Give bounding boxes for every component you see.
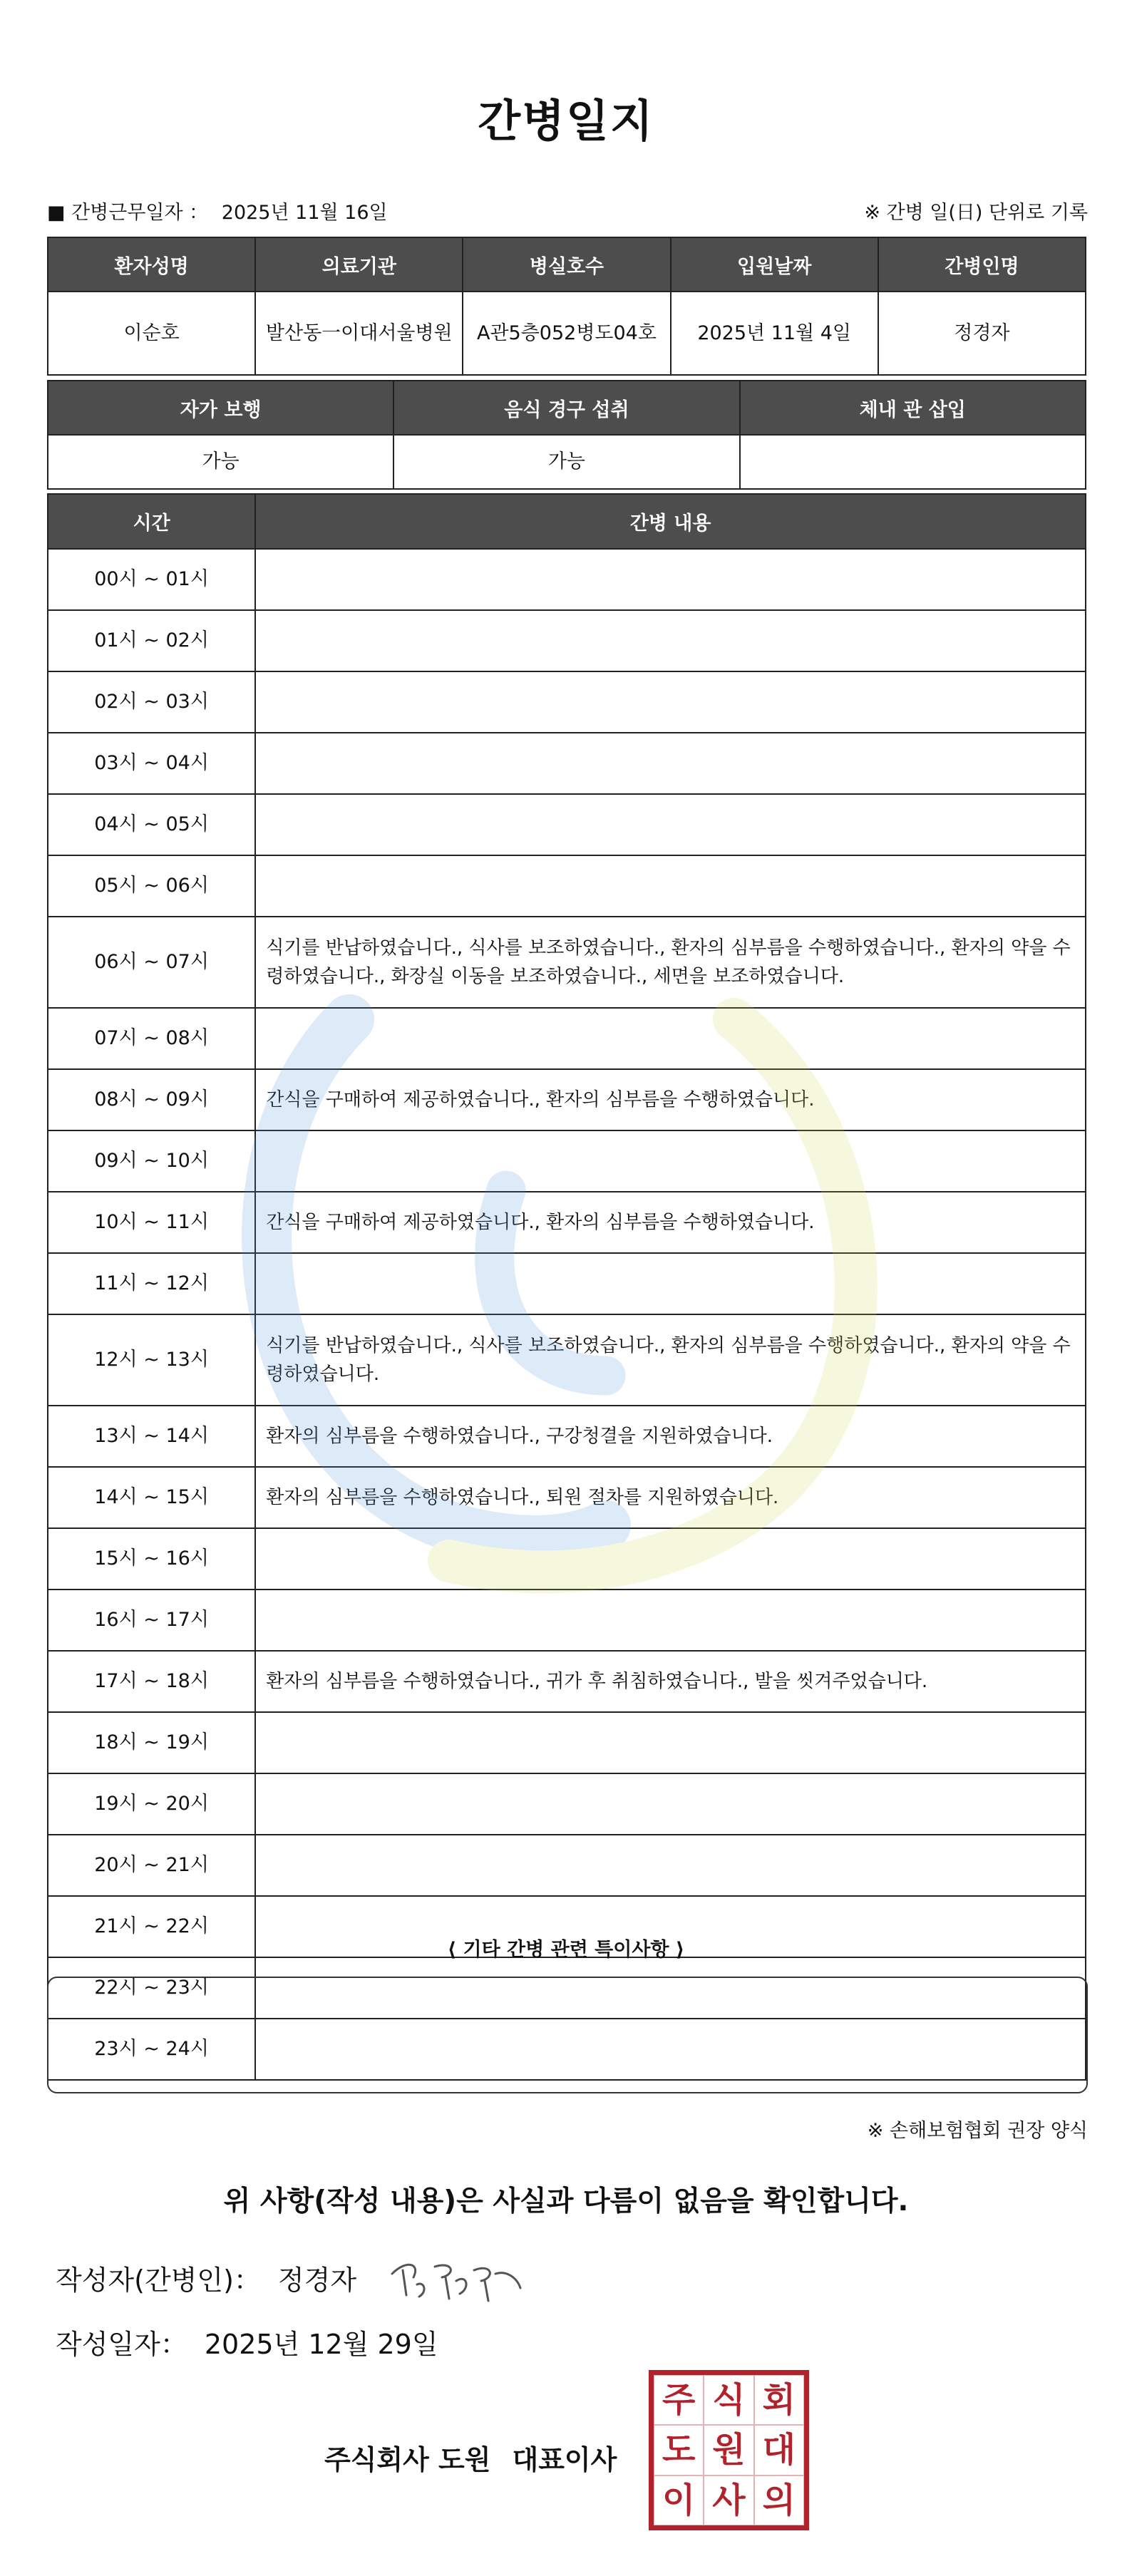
seal-char: 식 xyxy=(704,2375,753,2425)
seal-char: 사 xyxy=(704,2475,753,2525)
seal-char: 회 xyxy=(754,2375,804,2425)
signature-icon xyxy=(385,2245,528,2309)
log-row xyxy=(48,1712,1086,1773)
admission-date: 2025년 11월 4일 xyxy=(671,292,878,375)
patient-status-table xyxy=(47,380,1086,490)
log-time: 22시 ~ 23시 xyxy=(48,1957,255,2019)
log-content: 환자의 심부름을 수행하였습니다., 귀가 후 취침하였습니다., 발을 씻겨주었습니다. xyxy=(255,1651,1086,1712)
log-time: 05시 ~ 06시 xyxy=(48,855,255,917)
log-content xyxy=(255,1590,1086,1651)
writer-label: 작성자(간병인)： xyxy=(56,2265,261,2296)
notes-title: ⟨ 기타 간병 관련 특이사항 ⟩ xyxy=(447,1939,685,1961)
seal-char: 이 xyxy=(654,2475,704,2525)
log-row xyxy=(48,1528,1086,1590)
header-patient-name: 환자성명 xyxy=(48,237,255,292)
log-row xyxy=(48,610,1086,671)
log-content: 식기를 반납하였습니다., 식사를 보조하였습니다., 환자의 심부름을 수행하였습니다., 환자의 약을 수령하였습니다. xyxy=(255,1314,1086,1406)
log-row xyxy=(48,1314,1086,1406)
log-time: 16시 ~ 17시 xyxy=(48,1590,255,1651)
log-time: 14시 ~ 15시 xyxy=(48,1467,255,1528)
log-row xyxy=(48,1406,1086,1467)
oral-intake-value: 가능 xyxy=(393,435,739,489)
log-row xyxy=(48,917,1086,1008)
log-content xyxy=(255,1712,1086,1773)
log-content xyxy=(255,1528,1086,1590)
log-row xyxy=(48,1835,1086,1896)
log-time: 06시 ~ 07시 xyxy=(48,917,255,1008)
company-line xyxy=(324,2438,617,2477)
log-time: 13시 ~ 14시 xyxy=(48,1406,255,1467)
log-content xyxy=(255,549,1086,610)
log-row xyxy=(48,1773,1086,1835)
work-date-value: 2025년 11월 16일 xyxy=(221,202,388,224)
log-time: 09시 ~ 10시 xyxy=(48,1130,255,1192)
log-row xyxy=(48,1069,1086,1130)
log-content xyxy=(255,1835,1086,1896)
log-time: 19시 ~ 20시 xyxy=(48,1773,255,1835)
log-row xyxy=(48,1253,1086,1314)
log-row xyxy=(48,1590,1086,1651)
log-time: 23시 ~ 24시 xyxy=(48,2019,255,2080)
patient-info-table xyxy=(47,237,1086,376)
tube-insertion-value xyxy=(740,435,1086,489)
log-time: 15시 ~ 16시 xyxy=(48,1528,255,1590)
header-room: 병실호수 xyxy=(463,237,670,292)
unit-note: ※ 간병 일(日) 단위로 기록 xyxy=(864,202,1088,224)
header-hospital: 의료기관 xyxy=(255,237,463,292)
log-time: 02시 ~ 03시 xyxy=(48,671,255,733)
log-time: 04시 ~ 05시 xyxy=(48,794,255,855)
log-time: 17시 ~ 18시 xyxy=(48,1651,255,1712)
header-caregiver-name: 간병인명 xyxy=(878,237,1086,292)
company-seal-icon xyxy=(649,2370,809,2530)
log-time: 00시 ~ 01시 xyxy=(48,549,255,610)
recommend-note: ※ 손해보험협회 권장 양식 xyxy=(867,2120,1088,2142)
header-care-content: 간병 내용 xyxy=(255,494,1086,549)
work-date-line xyxy=(47,197,388,225)
log-content xyxy=(255,610,1086,671)
header-self-walking: 자가 보행 xyxy=(48,381,393,435)
writer-line xyxy=(56,2258,356,2297)
header-oral-intake: 음식 경구 섭취 xyxy=(393,381,739,435)
log-time: 11시 ~ 12시 xyxy=(48,1253,255,1314)
written-date-value: 2025년 12월 29일 xyxy=(204,2329,438,2360)
log-content: 환자의 심부름을 수행하였습니다., 구강청결을 지원하였습니다. xyxy=(255,1406,1086,1467)
log-content: 간식을 구매하여 제공하였습니다., 환자의 심부름을 수행하였습니다. xyxy=(255,1192,1086,1253)
writer-name: 정경자 xyxy=(277,2265,357,2296)
hospital-name: 발산동一이대서울병원 xyxy=(255,292,463,375)
header-admission-date: 입원날짜 xyxy=(671,237,878,292)
company-name: 주식회사 도원 xyxy=(324,2444,491,2475)
room-number: A관5층052병도04호 xyxy=(463,292,670,375)
log-time: 10시 ~ 11시 xyxy=(48,1192,255,1253)
log-content: 환자의 심부름을 수행하였습니다., 퇴원 절차를 지원하였습니다. xyxy=(255,1467,1086,1528)
seal-char: 주 xyxy=(654,2375,704,2425)
header-time: 시간 xyxy=(48,494,255,549)
seal-char: 원 xyxy=(704,2425,753,2475)
log-content xyxy=(255,1008,1086,1069)
work-date-label: ■ 간병근무일자 ： xyxy=(47,202,209,224)
log-content xyxy=(255,1773,1086,1835)
log-row xyxy=(48,1008,1086,1069)
log-row xyxy=(48,671,1086,733)
log-time: 01시 ~ 02시 xyxy=(48,610,255,671)
log-content xyxy=(255,1130,1086,1192)
log-row xyxy=(48,549,1086,610)
seal-char: 대 xyxy=(754,2425,804,2475)
care-log-table xyxy=(47,493,1086,2081)
log-content xyxy=(255,733,1086,794)
log-row xyxy=(48,1130,1086,1192)
log-content: 간식을 구매하여 제공하였습니다., 환자의 심부름을 수행하였습니다. xyxy=(255,1069,1086,1130)
log-time: 07시 ~ 08시 xyxy=(48,1008,255,1069)
log-row xyxy=(48,733,1086,794)
log-time: 08시 ~ 09시 xyxy=(48,1069,255,1130)
log-content: 식기를 반납하였습니다., 식사를 보조하였습니다., 환자의 심부름을 수행하였습니다., 환자의 약을 수령하였습니다., 화장실 이동을 보조하였습니다., 세면을 보조하였습니다. xyxy=(255,917,1086,1008)
seal-char: 도 xyxy=(654,2425,704,2475)
self-walking-value: 가능 xyxy=(48,435,393,489)
log-content xyxy=(255,855,1086,917)
log-time: 12시 ~ 13시 xyxy=(48,1314,255,1406)
company-representative: 대표이사 xyxy=(512,2444,617,2475)
log-row xyxy=(48,1192,1086,1253)
log-row xyxy=(48,855,1086,917)
log-row xyxy=(48,1651,1086,1712)
log-row xyxy=(48,1467,1086,1528)
header-tube-insertion: 체내 관 삽입 xyxy=(740,381,1086,435)
log-content xyxy=(255,671,1086,733)
log-time: 20시 ~ 21시 xyxy=(48,1835,255,1896)
written-date-line xyxy=(56,2322,438,2361)
confirm-statement: 위 사항(작성 내용)은 사실과 다름이 없음을 확인합니다. xyxy=(223,2185,909,2217)
log-time: 18시 ~ 19시 xyxy=(48,1712,255,1773)
document-title: 간병일지 xyxy=(478,95,654,147)
log-time: 03시 ~ 04시 xyxy=(48,733,255,794)
written-date-label: 작성일자： xyxy=(56,2329,187,2360)
log-content xyxy=(255,1253,1086,1314)
patient-name: 이순호 xyxy=(48,292,255,375)
caregiver-name: 정경자 xyxy=(878,292,1086,375)
log-time: 21시 ~ 22시 xyxy=(48,1896,255,1957)
log-row xyxy=(48,794,1086,855)
seal-char: 의 xyxy=(754,2475,804,2525)
notes-box xyxy=(47,1977,1088,2093)
log-content xyxy=(255,794,1086,855)
